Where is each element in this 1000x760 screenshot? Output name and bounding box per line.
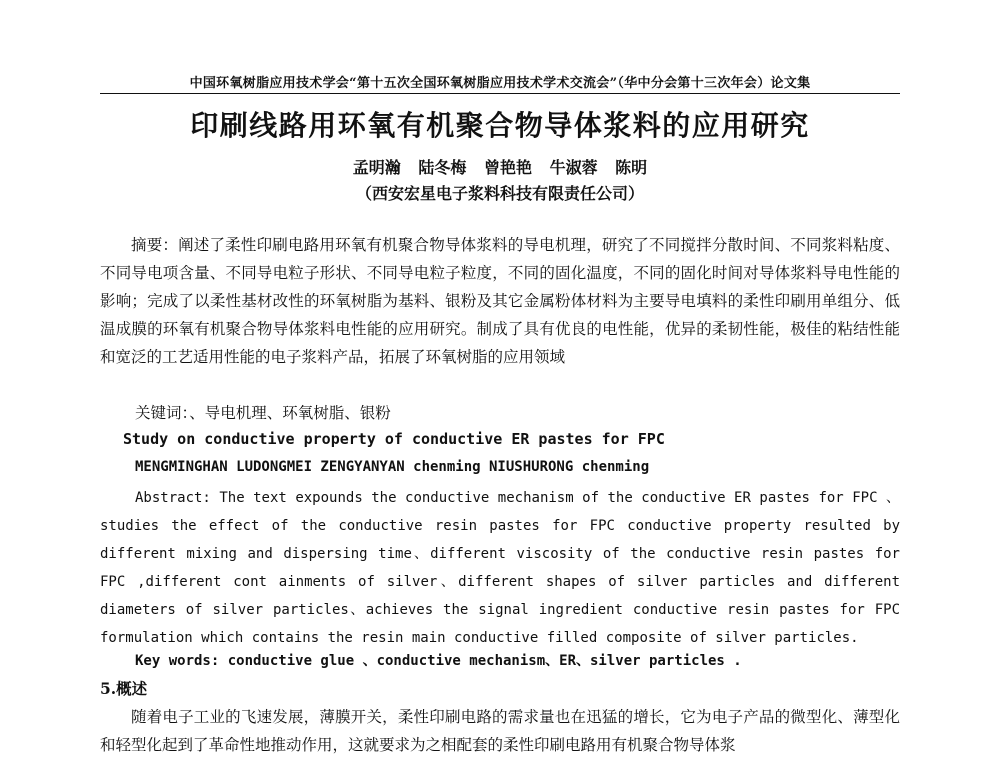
keywords-chinese: 关键词：、导电机理、环氧树脂、银粉 xyxy=(135,404,391,422)
running-header: 中国环氧树脂应用技术学会“第十五次全国环氧树脂应用技术学术交流会”（华中分会第十三次年会）论文集 xyxy=(189,76,811,91)
header-rule xyxy=(100,93,900,94)
keywords-english: Key words: conductive glue 、conductive mechanism、ER、silver particles . xyxy=(135,653,742,669)
paper-title: 印刷线路用环氧有机聚合物导体浆料的应用研究 xyxy=(190,109,810,142)
author-name: 陆冬梅 xyxy=(418,158,467,177)
section-heading: 5.概述 xyxy=(100,679,148,698)
author-name: 牛淑蓉 xyxy=(549,158,598,177)
english-authors: MENGMINGHAN LUDONGMEI ZENGYANYAN chenming NIUSHURONG chenming xyxy=(135,459,650,475)
body-paragraph: 随着电子工业的飞速发展，薄膜开关，柔性印刷电路的需求量也在迅猛的增长，它为电子产品的微型化、薄型化和轻型化起到了革命性地推动作用，这就要求为之相配套的柔性印刷电路用有机聚合物导体浆 xyxy=(100,708,900,754)
author-list xyxy=(100,155,900,178)
english-title: Study on conductive property of conductive ER pastes for FPC xyxy=(123,430,665,448)
abstract-english: Abstract: The text expounds the conductive mechanism of the conductive ER pastes for FPC 、studies the effect of the conductive resin pastes for FPC conductive property resulted by different mixing and dispersing time、different viscosity of the conductive resin pastes for FPC ,different cont ainments of silver、different shapes of silver particles and different diameters of silver particles、achieves the signal ingredient conductive resin pastes for FPC formulation which contains the resin main conductive filled composite of silver particles. xyxy=(100,490,900,646)
author-name: 孟明瀚 xyxy=(352,158,401,177)
abstract-chinese: 摘要：阐述了柔性印刷电路用环氧有机聚合物导体浆料的导电机理，研究了不同搅拌分散时间、不同浆料粘度、不同导电项含量、不同导电粒子形状、不同导电粒子粒度，不同的固化温度，不同的固化时间对导体浆料导电性能的影响；完成了以柔性基材改性的环氧树脂为基料、银粉及其它金属粉体材料为主要导电填料的柔性印刷用单组分、低温成膜的环氧有机聚合物导体浆料电性能的应用研究。制成了具有优良的电性能，优异的柔韧性能，极佳的粘结性能和宽泛的工艺适用性能的电子浆料产品，拓展了环氧树脂的应用领域 xyxy=(100,236,900,366)
affiliation: （西安宏星电子浆料科技有限责任公司） xyxy=(355,184,644,203)
author-name: 陈明 xyxy=(615,158,648,177)
author-name: 曾艳艳 xyxy=(483,158,532,177)
